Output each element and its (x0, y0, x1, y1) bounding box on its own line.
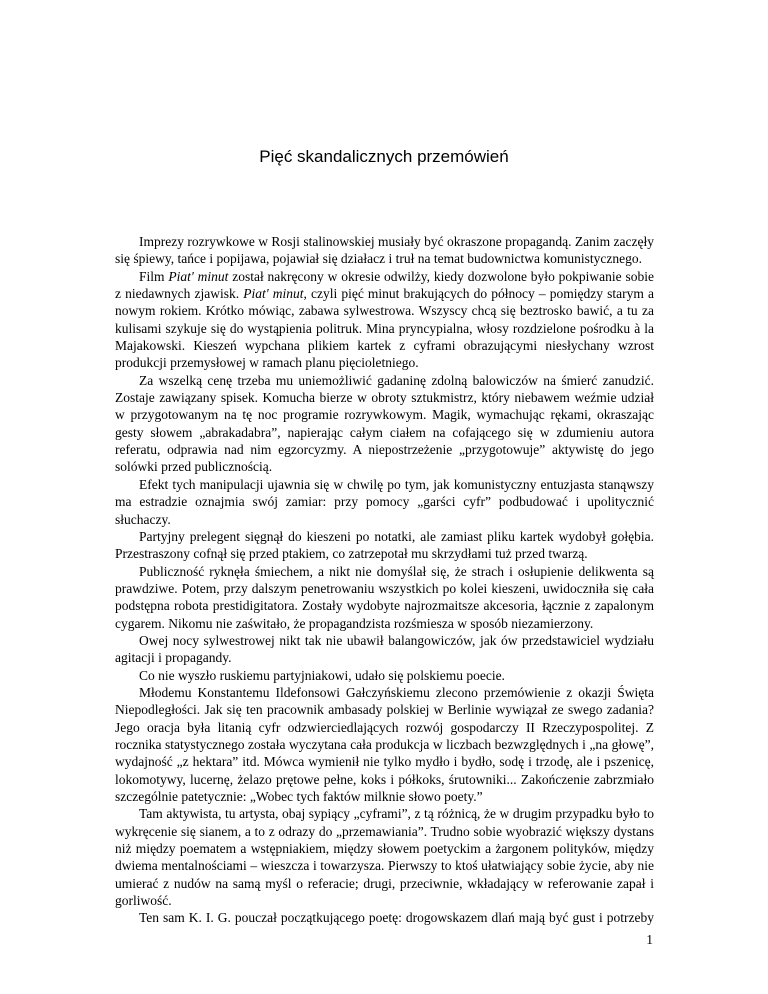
paragraph: Za wszelką cenę trzeba mu uniemożliwić gadaninę zdolną balowiczów na śmierć zanudzić. Zostaje zawiązany spisek. Komucha bierze w obroty sztukmistrz, który niebawem weźmie udział w przygotowanym na tę noc programie rozrywkowym. Magik, wymachując rękami, okraszając gesty słowem „abrakadabra”, napierając całym ciałem na cofającego się w zdumieniu autora referatu, odprawia nad nim egzorcyzmy. A niepostrzeżenie „przygotowuje” aktywistę do jego solówki przed publicznością. (115, 372, 654, 475)
paragraph: Co nie wyszło ruskiemu partyjniakowi, udało się polskiemu poecie. (139, 667, 505, 683)
paragraph: Publiczność ryknęła śmiechem, a nikt nie domyślał się, że strach i osłupienie delikwenta są prawdziwe. Potem, przy dalszym penetrowaniu wszystkich po kolei kieszeni, uwidoczniła się cała podstępna robota prestidigitatora. Zostały wydobyte najrozmaitsze akcesoria, łącznie z zapalonym cygarem. Nikomu nie zaświtało, że propagandzista rozśmiesza w sposób niezamierzony. (115, 563, 654, 631)
paragraph (115, 268, 654, 372)
paragraph: Młodemu Konstantemu Ildefonsowi Gałczyńskiemu zlecono przemówienie z okazji Święta Niepodległości. Jak się ten pracownik ambasady polskiej w Berlinie wywiązał ze swego zadania? Jego oracja była litanią cyfr odzwierciedlających rozwój gospodarczy II Rzeczypospolitej. Z rocznika statystycznego została wyczytana cała produkcja w liczbach bezwzględnych i „na głowę”, wydajność „z hektara” itd. Mówca wymienił nie tylko mydło i bydło, sodę i trzodę, ale i pszenicę, lokomotywy, lucernę, żelazo prętowe pełne, koks i półkoks, śrutowniki... Zakończenie zabrzmiało szczególnie patetycznie: „Wobec tych faktów milknie słowo poety.” (115, 684, 654, 804)
text-run: , czyli pięć minut brakujących do północy – pomiędzy starym a nowym rokiem. Krótko mówiąc, zabawa sylwestrowa. Wszyscy chcą się beztrosko bawić, a tu za kulisami szykuje się do wystąpienia politruk. Mina pryncypialna, włosy rozdzielone pośrodku à la Majakowski. Kieszeń wypchana plikiem kartek z cyframi obrazującymi niesłychany wzrost produkcji przemysłowej w ramach planu pięcioletniego. (115, 286, 654, 371)
page-title: Pięć skandalicznych przemówień (259, 147, 509, 166)
paragraph: Imprezy rozrywkowe w Rosji stalinowskiej musiały być okraszone propagandą. Zanim zaczęły się śpiewy, tańce i popijawa, pojawiał się działacz i truł na temat budownictwa komunistycznego. (115, 234, 654, 267)
document-body (115, 233, 654, 927)
film-title: Piat' minut (168, 268, 229, 284)
text-run: został nakręcony w okresie odwilży, kiedy dozwolone było pokpiwanie sobie z niedawnych zjawisk. (115, 268, 654, 302)
paragraph: Partyjny prelegent sięgnął do kieszeni po notatki, ale zamiast pliku kartek wydobył gołębia. Przestraszony cofnął się przed ptakiem, co zatrzepotał mu skrzydłami tuż przed twarzą. (115, 528, 654, 562)
film-title: Piat' minut (243, 286, 304, 302)
paragraph: Owej nocy sylwestrowej nikt tak nie ubawił balangowiczów, jak ów przedstawiciel wydziału agitacji i propagandy. (115, 632, 654, 666)
paragraph: Ten sam K. I. G. pouczał początkującego poetę: drogowskazem dlań mają być gust i potrzeby (139, 910, 654, 926)
paragraph: Tam aktywista, tu artysta, obaj sypiący „cyframi”, z tą różnicą, że w drugim przypadku było to wykręcenie się sianem, a to z odrazy do „przemawiania”. Trudno sobie wyobrazić większy dystans niż między poematem a wstępniakiem, między słowem poetyckim a żargonem polityków, między dwiema mentalnościami – wieszcza i towarzysza. Pierwszy to ktoś ułatwiający sobie życie, aby nie umierać z nudów na samą myśl o referacie; drugi, przeciwnie, wkładający w referowanie zapał i gorliwość. (115, 806, 654, 909)
paragraph: Efekt tych manipulacji ujawnia się w chwilę po tym, jak komunistyczny entuzjasta stanąwszy ma estradzie oznajmia swój zamiar: przy pomocy „garści cyfr” podbudować i upolitycznić słuchaczy. (115, 476, 654, 527)
text-run: Film (139, 268, 169, 284)
page-number: 1 (646, 932, 653, 947)
